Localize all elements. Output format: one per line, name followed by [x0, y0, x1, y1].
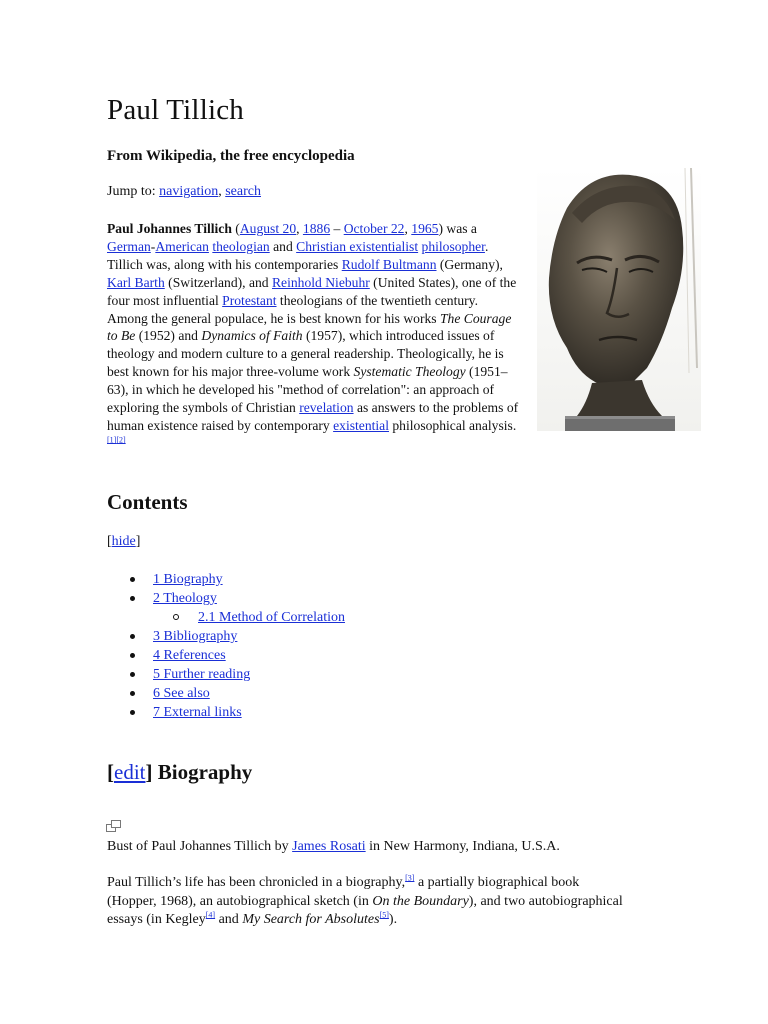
toc-link[interactable]: 2.1 Method of Correlation — [198, 610, 345, 625]
link-german[interactable]: German — [107, 238, 151, 254]
circle-bullet-icon — [173, 614, 179, 620]
jump-to-bar — [107, 183, 261, 201]
intro-text: (1951–63), in which he developed his "method of correlation": an approach of exploring the symbols of Christian — [107, 364, 508, 416]
intro-text: ) was a — [438, 221, 477, 236]
link-revelation[interactable]: revelation — [299, 400, 354, 416]
toc-link[interactable]: 6 See also — [153, 686, 210, 701]
page-title: Paul Tillich — [107, 94, 244, 126]
bio-text: Paul Tillich’s life has been chronicled in a biography, — [107, 875, 406, 890]
bracket-close: ] — [145, 760, 153, 784]
bio-text: ), and two autobiographical essays (in Kegley — [107, 893, 623, 927]
title-my-search-for-absolutes: My Search for Absolutes — [242, 912, 380, 927]
toc-link[interactable]: 1 Biography — [153, 572, 223, 587]
biography-paragraph — [107, 874, 627, 930]
enlarge-image-icon[interactable] — [106, 820, 122, 832]
disc-bullet-icon — [130, 577, 135, 582]
link-existential[interactable]: existential — [333, 417, 389, 433]
link-october-22[interactable]: October 22 — [343, 221, 405, 236]
link-protestant[interactable]: Protestant — [222, 292, 277, 308]
title-dynamics-of-faith: Dynamics of Faith — [201, 328, 303, 344]
bio-text: and — [215, 912, 243, 927]
jump-label: Jump to: — [107, 184, 156, 199]
intro-text: ( — [231, 221, 240, 236]
toc-item — [130, 627, 345, 646]
bio-text: ). — [388, 912, 398, 927]
bracket-close: ] — [135, 534, 141, 549]
bracket-open: [ — [107, 760, 114, 784]
toc-link[interactable]: 4 References — [153, 648, 226, 663]
intro-text: (Switzerland), and — [164, 274, 272, 290]
toc-item — [130, 589, 345, 608]
title-systematic-theology: Systematic Theology — [353, 364, 466, 380]
hide-contents-link[interactable]: hide — [111, 534, 136, 549]
reference-4-link[interactable]: [4] — [205, 910, 216, 920]
link-rudolf-bultmann[interactable]: Rudolf Bultmann — [341, 256, 437, 272]
intro-text: philosophical analysis. — [388, 417, 517, 433]
link-karl-barth[interactable]: Karl Barth — [107, 274, 165, 290]
toc-link[interactable]: 3 Bibliography — [153, 629, 238, 644]
image-caption — [107, 838, 560, 856]
link-theologian[interactable]: theologian — [212, 238, 270, 254]
caption-text: Bust of Paul Johannes Tillich by — [107, 839, 293, 854]
intro-text: (1957), which introduced issues of theology and modern culture to a general readership. Theologically, he is best known for his major three-volume work — [107, 328, 504, 380]
intro-text: (1952) and — [135, 328, 202, 344]
disc-bullet-icon — [130, 634, 135, 639]
intro-text: (Germany), — [436, 256, 503, 272]
bracket-open: [ — [107, 534, 112, 549]
reference-5-link[interactable]: [5] — [379, 910, 389, 920]
contents-hide-toggle — [107, 533, 140, 551]
intro-text: and — [269, 238, 297, 254]
link-1965[interactable]: 1965 — [411, 221, 439, 236]
link-august-20[interactable]: August 20 — [239, 221, 297, 236]
link-reinhold-niebuhr[interactable]: Reinhold Niebuhr — [271, 274, 370, 290]
jump-separator: , — [218, 184, 222, 199]
toc-item — [130, 703, 345, 722]
bust-portrait-image[interactable] — [537, 168, 701, 431]
intro-text: . Tillich was, along with his contemporaries — [107, 238, 489, 272]
bio-text: a partially biographical book (Hopper, 1968), an autobiographical sketch (in — [107, 875, 580, 909]
edit-biography-link[interactable]: edit — [114, 760, 146, 784]
jump-search-link[interactable]: search — [225, 184, 261, 199]
intro-text: , — [296, 221, 303, 236]
toc-link[interactable]: 5 Further reading — [153, 667, 251, 682]
reference-2-link[interactable]: [2] — [116, 435, 126, 445]
intro-text: – — [330, 221, 344, 236]
link-1886[interactable]: 1886 — [302, 221, 331, 236]
toc-item — [130, 608, 345, 627]
disc-bullet-icon — [130, 653, 135, 658]
biography-section-heading — [107, 758, 252, 786]
toc-item — [130, 646, 345, 665]
title-courage-to-be: The Courage to Be — [107, 310, 512, 344]
reference-1-link[interactable]: [1] — [107, 435, 117, 445]
link-christian-existentialist[interactable]: Christian existentialist — [296, 238, 419, 254]
toc-link[interactable]: 7 External links — [153, 705, 242, 720]
intro-text: - — [150, 238, 156, 254]
link-american[interactable]: American — [155, 238, 209, 254]
title-on-the-boundary: On the Boundary — [372, 893, 469, 909]
toc-link[interactable]: 2 Theology — [153, 591, 217, 606]
biography-heading-text: Biography — [152, 760, 253, 784]
disc-bullet-icon — [130, 691, 135, 696]
intro-text: (United States), one of the four most influential — [107, 274, 517, 308]
contents-heading: Contents — [107, 490, 188, 514]
intro-paragraph — [107, 220, 521, 453]
toc-item — [130, 665, 345, 684]
intro-text: as answers to the problems of human existence raised by contemporary — [107, 400, 519, 433]
subject-name: Paul Johannes Tillich — [107, 221, 232, 236]
caption-text: in New Harmony, Indiana, U.S.A. — [365, 839, 560, 854]
disc-bullet-icon — [130, 710, 135, 715]
table-of-contents — [130, 570, 345, 722]
toc-item — [130, 570, 345, 589]
disc-bullet-icon — [130, 672, 135, 677]
intro-text: , — [404, 221, 412, 236]
jump-navigation-link[interactable]: navigation — [159, 184, 219, 199]
link-james-rosati[interactable]: James Rosati — [292, 839, 366, 854]
reference-3-link[interactable]: [3] — [405, 873, 415, 883]
link-philosopher[interactable]: philosopher — [421, 238, 485, 254]
toc-item — [130, 684, 345, 703]
disc-bullet-icon — [130, 596, 135, 601]
intro-text: theologians of the twentieth century. Among the general populace, he is best known for his works — [107, 292, 478, 326]
site-tagline: From Wikipedia, the free encyclopedia — [107, 148, 355, 164]
